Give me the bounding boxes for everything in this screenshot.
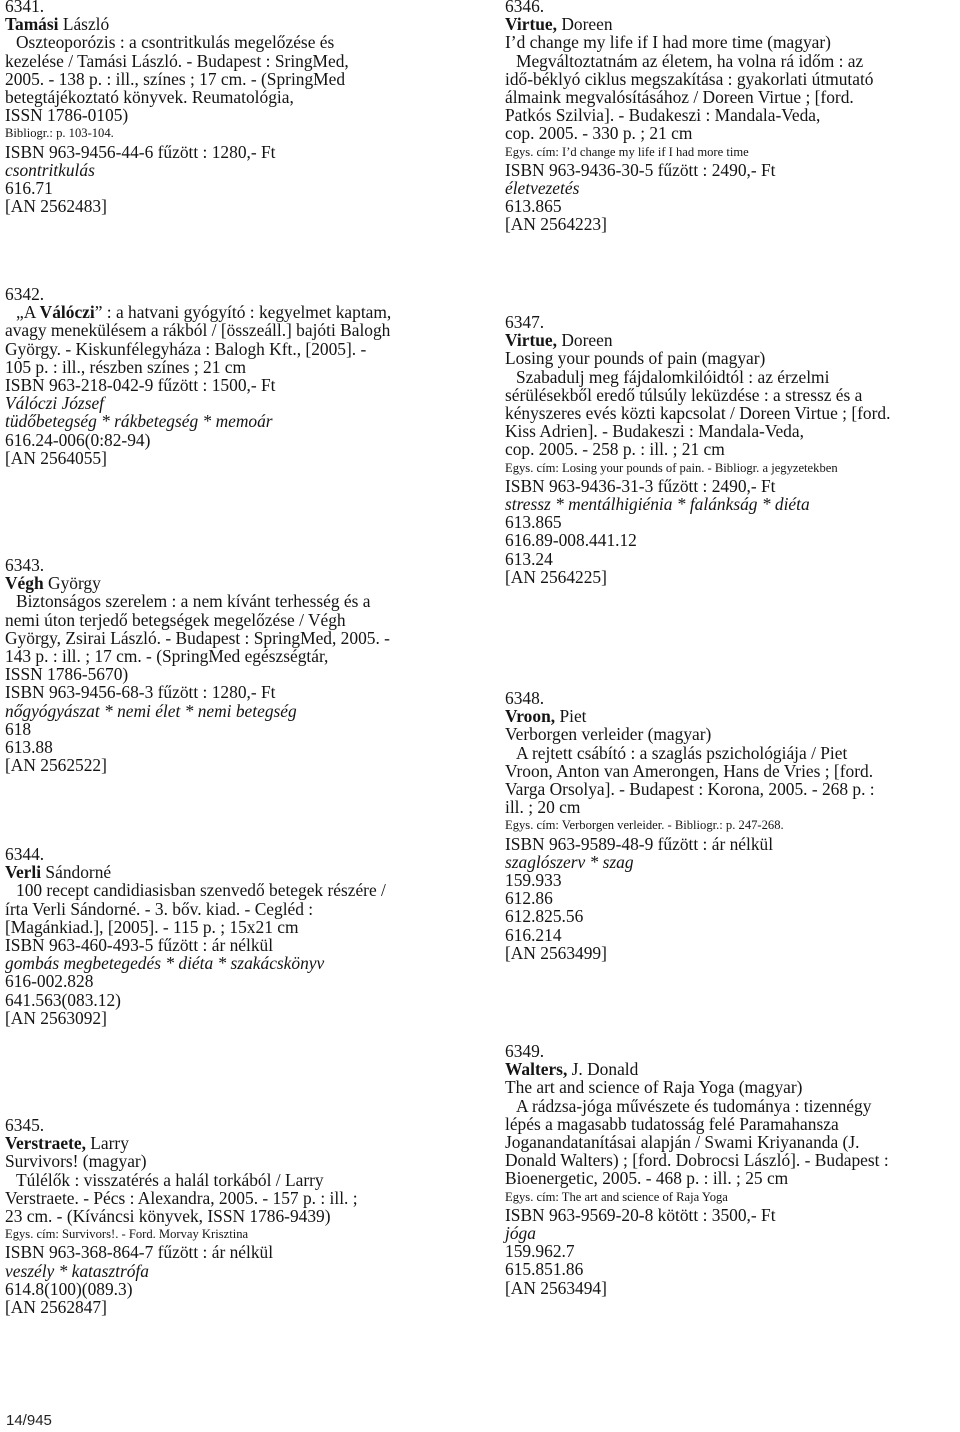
isbn: ISBN 963-9456-68-3 fűzött : 1280,- Ft	[5, 682, 276, 703]
desc-line: György. - Kiskunfélegyháza : Balogh Kft., [2005]. -	[5, 338, 367, 359]
author-surname: Virtue,	[505, 330, 557, 351]
isbn: ISBN 963-460-493-5 fűzött : ár nélkül	[5, 935, 274, 956]
class-number: 616.71	[5, 178, 53, 199]
note: Egys. cím: I’d change my life if I had more time	[505, 144, 749, 159]
author-given: László	[58, 14, 110, 35]
entry-author	[505, 15, 874, 33]
entry-6348	[505, 689, 875, 962]
title-line: 100 recept candidiasisban szenvedő betegek részére /	[16, 880, 386, 901]
title-line: A rejtett csábító : a szaglás pszichológiája / Piet	[516, 742, 848, 763]
entry-number: 6347.	[505, 312, 545, 332]
class-number: 613.88	[5, 737, 53, 758]
author-surname: Virtue,	[505, 14, 557, 35]
title-line: Oszteoporózis : a csontritkulás megelőzése és	[16, 32, 335, 53]
desc-line: sérülésekből eredő túlsúly leküzdése : a stressz és a	[505, 384, 863, 405]
author-given: Sándorné	[41, 862, 112, 883]
title-line: A rádzsa-jóga művészete és tudománya : tizennégy	[516, 1095, 872, 1116]
desc-line: ISSN 1786-0105)	[5, 105, 129, 126]
title-line: Túlélők : visszatérés a halál torkából / Larry	[16, 1169, 324, 1190]
desc-line: betegtájékoztató könyvek. Reumatológia,	[5, 87, 294, 108]
entry-number: 6349.	[505, 1041, 545, 1061]
entry-author	[5, 574, 390, 592]
note: Egys. cím: Survivors!. - Ford. Morvay Krisztina	[5, 1227, 249, 1242]
isbn: ISBN 963-218-042-9 fűzött : 1500,- Ft	[5, 375, 276, 396]
desc-line: Bioenergetic, 2005. - 468 p. : ill. ; 25 cm	[505, 1168, 789, 1189]
author-surname: Tamási	[5, 14, 59, 35]
uniform-title: Losing your pounds of pain (magyar)	[505, 348, 766, 369]
uniform-title: The art and science of Raja Yoga (magyar)	[505, 1077, 803, 1098]
isbn: ISBN 963-9589-48-9 fűzött : ár nélkül	[505, 833, 774, 854]
class-number: 616.214	[505, 924, 562, 945]
desc-line: György, Zsirai László. - Budapest : SpringMed, 2005. -	[5, 627, 390, 648]
uniform-title: I’d change my life if I had more time (magyar)	[505, 32, 831, 53]
class-number: 615.851.86	[505, 1259, 584, 1280]
title-line: Szabadulj meg fájdalomkilóidtól : az érzelmi	[516, 366, 830, 387]
desc-line: Varga Orsolya]. - Budapest : Korona, 2005. - 268 p. :	[505, 779, 875, 800]
isbn: ISBN 963-9436-31-3 fűzött : 2490,- Ft	[505, 475, 776, 496]
desc-line: írta Verli Sándorné. - 3. bőv. kiad. - Cegléd :	[5, 898, 314, 919]
uniform-title: Survivors! (magyar)	[5, 1151, 147, 1172]
entry-author	[505, 1060, 889, 1078]
class-number: 159.933	[505, 870, 562, 891]
desc-line: avagy menekülésem a rákból / [összeáll.] bajóti Balogh	[5, 320, 391, 341]
note: Egys. cím: Verborgen verleider. - Bibliogr.: p. 247-268.	[505, 818, 784, 833]
class-number: 612.825.56	[505, 906, 584, 927]
class-number: 159.962.7	[505, 1241, 575, 1262]
desc-line: 105 p. : ill., részben színes ; 21 cm	[5, 356, 247, 377]
class-number: 616-002.828	[5, 971, 94, 992]
an-number: [AN 2564223]	[505, 214, 607, 235]
desc-line: Verstraete. - Pécs : Alexandra, 2005. - 157 p. : ill. ;	[5, 1187, 358, 1208]
entry-number: 6342.	[5, 284, 45, 304]
entry-number: 6344.	[5, 844, 45, 864]
an-number: [AN 2562847]	[5, 1297, 107, 1318]
subject-terms: csontritkulás	[5, 159, 95, 180]
desc-line: kényszeres evés közti kapcsolat / Doreen Virtue ; [ford.	[505, 403, 891, 424]
entry-6341	[5, 0, 349, 215]
isbn: ISBN 963-368-864-7 fűzött : ár nélkül	[5, 1242, 274, 1263]
class-number: 618	[5, 718, 32, 739]
author-given: J. Donald	[567, 1059, 639, 1080]
entry-6349	[505, 1042, 889, 1297]
subject-name: Válóczi József	[5, 393, 105, 414]
desc-line: nemi úton terjedő betegségek megelőzése / Végh	[5, 609, 346, 630]
desc-line: cop. 2005. - 330 p. ; 21 cm	[505, 123, 693, 144]
class-number: 616.89-008.441.12	[505, 530, 637, 551]
author-surname: Végh	[5, 573, 44, 594]
author-given: Doreen	[557, 330, 613, 351]
author-surname: Walters,	[505, 1059, 568, 1080]
entry-author	[5, 863, 386, 881]
entry-6343	[5, 556, 390, 774]
entry-number: 6341.	[5, 0, 45, 16]
class-number: 614.8(100)(089.3)	[5, 1278, 133, 1299]
isbn: ISBN 963-9436-30-5 fűzött : 2490,- Ft	[505, 159, 776, 180]
title-suffix: ” : a hatvani gyógyító : kegyelmet kaptam,	[94, 302, 392, 323]
desc-line: Vroon, Anton van Amerongen, Hans de Vries ; [ford.	[505, 760, 874, 781]
entry-6342	[5, 285, 391, 467]
desc-line: 2005. - 138 p. : ill., színes ; 17 cm. - (SpringMed	[5, 68, 346, 89]
entry-author	[505, 331, 890, 349]
entry-number: 6343.	[5, 555, 45, 575]
an-number: [AN 2563494]	[505, 1277, 607, 1298]
note: Egys. cím: The art and science of Raja Yoga	[505, 1189, 728, 1204]
entry-author	[5, 1134, 358, 1152]
isbn: ISBN 963-9456-44-6 fűzött : 1280,- Ft	[5, 141, 276, 162]
class-number: 613.865	[505, 512, 562, 533]
desc-line: Kiss Adrien]. - Budakeszi : Mandala-Veda,	[505, 421, 804, 442]
an-number: [AN 2563092]	[5, 1007, 107, 1028]
entry-6344	[5, 845, 386, 1027]
desc-line: ill. ; 20 cm	[505, 797, 581, 818]
author-given: György	[43, 573, 101, 594]
note: Egys. cím: Losing your pounds of pain. - Bibliogr. a jegyzetekben	[505, 460, 838, 475]
title-line: Biztonságos szerelem : a nem kívánt terhesség és a	[16, 591, 371, 612]
class-number: 641.563(083.12)	[5, 989, 121, 1010]
desc-line: lépés a magasabb tudatosság felé Paramahansza	[505, 1113, 839, 1134]
desc-line: [Magánkiad.], [2005]. - 115 p. ; 15x21 cm	[5, 916, 299, 937]
title-line	[5, 303, 391, 321]
desc-line: kezelése / Tamási László. - Budapest : SringMed,	[5, 50, 349, 71]
an-number: [AN 2562483]	[5, 196, 107, 217]
entry-number: 6348.	[505, 688, 545, 708]
an-number: [AN 2562522]	[5, 755, 107, 776]
an-number: [AN 2564225]	[505, 566, 607, 587]
class-number: 612.86	[505, 888, 553, 909]
an-number: [AN 2563499]	[505, 942, 607, 963]
entry-6346	[505, 0, 874, 234]
author-given: Piet	[555, 706, 587, 727]
entry-number: 6345.	[5, 1115, 45, 1135]
subject-terms: gombás megbetegedés * diéta * szakácskönyv	[5, 953, 325, 974]
subject-terms: tüdőbetegség * rákbetegség * memoár	[5, 411, 273, 432]
class-number: 613.24	[505, 548, 553, 569]
subject-terms: életvezetés	[505, 178, 580, 199]
entry-6345	[5, 1116, 358, 1316]
desc-line: álmaink megvalósításához / Doreen Virtue ; [ford.	[505, 87, 854, 108]
author-surname: Vroon,	[505, 706, 556, 727]
uniform-title: Verborgen verleider (magyar)	[505, 724, 712, 745]
desc-line: 23 cm. - (Kíváncsi könyvek, ISSN 1786-9439)	[5, 1206, 331, 1227]
desc-line: cop. 2005. - 258 p. : ill. ; 21 cm	[505, 439, 725, 460]
author-given: Doreen	[557, 14, 613, 35]
entry-author	[5, 15, 349, 33]
desc-line: ISSN 1786-5670)	[5, 664, 129, 685]
author-given: Larry	[85, 1133, 129, 1154]
title-bold: Válóczi	[39, 302, 95, 323]
author-surname: Verli	[5, 862, 42, 883]
desc-line: Patkós Szilvia]. - Budakeszi : Mandala-Veda,	[505, 105, 821, 126]
entry-number: 6346.	[505, 0, 545, 16]
author-surname: Verstraete,	[5, 1133, 86, 1154]
class-number: 616.24-006(0:82-94)	[5, 429, 151, 450]
subject-terms: stressz * mentálhigiénia * falánkság * diéta	[505, 494, 810, 515]
title-line: Megváltoztatnám az életem, ha volna rá időm : az	[516, 50, 864, 71]
desc-line: 143 p. : ill. ; 17 cm. - (SpringMed egészségtár,	[5, 646, 329, 667]
an-number: [AN 2564055]	[5, 447, 107, 468]
subject-terms: jóga	[505, 1223, 536, 1244]
isbn: ISBN 963-9569-20-8 kötött : 3500,- Ft	[505, 1204, 776, 1225]
entry-6347	[505, 313, 890, 586]
class-number: 613.865	[505, 196, 562, 217]
entry-author	[505, 707, 875, 725]
desc-line: Donald Walters) ; [ford. Dobrocsi László]. - Budapest :	[505, 1150, 889, 1171]
desc-line: Joganandatanításai alapján / Swami Kriyananda (J.	[505, 1132, 860, 1153]
page-counter: 14/945	[6, 1412, 52, 1429]
subject-terms: nőgyógyászat * nemi élet * nemi betegség	[5, 700, 297, 721]
subject-terms: szaglószerv * szag	[505, 851, 634, 872]
note: Bibliogr.: p. 103-104.	[5, 126, 114, 141]
title-prefix: „A	[16, 302, 40, 323]
desc-line: idő-béklyó ciklus megszakítása : gyakorlati útmutató	[505, 68, 874, 89]
subject-terms: veszély * katasztrófa	[5, 1260, 149, 1281]
